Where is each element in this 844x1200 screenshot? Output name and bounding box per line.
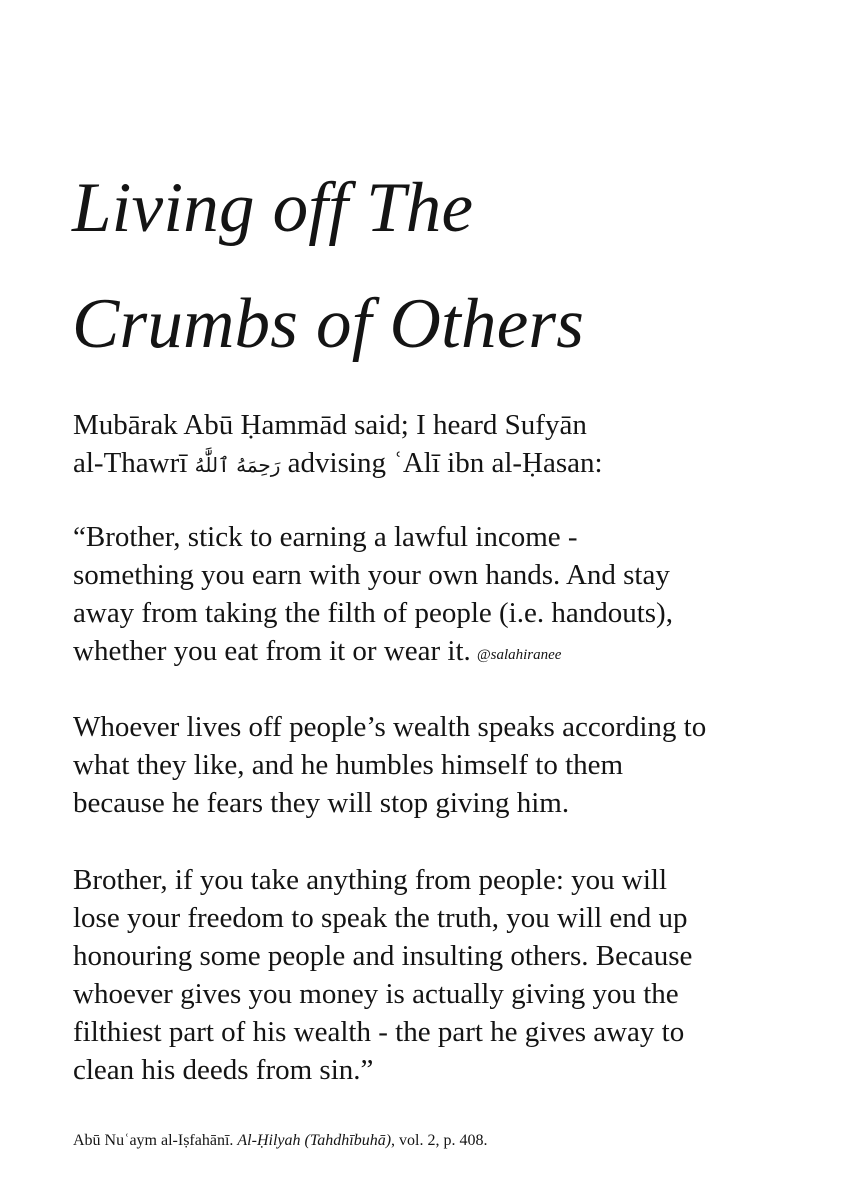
author-handle: @salahiranee xyxy=(476,647,562,663)
title-line-2: Crumbs of Others xyxy=(72,285,585,363)
quote-paragraph-3 xyxy=(73,861,793,1089)
quote-p1-line-4 xyxy=(73,632,793,674)
quote-p1-line-1: “Brother, stick to earning a lawful income - xyxy=(73,521,578,553)
arabic-honorific: رَحِمَهُ ٱللَّٰهُ xyxy=(194,453,281,477)
quote-paragraph-2 xyxy=(73,708,793,822)
quote-p1-line-3: away from taking the filth of people (i.e. handouts), xyxy=(73,597,673,629)
quote-p2-line-1: Whoever lives off people’s wealth speaks according to xyxy=(73,711,707,743)
intro-line-1: Mubārak Abū Ḥammād said; I heard Sufyān xyxy=(73,409,587,441)
intro-narrator: al-Thawrī xyxy=(73,447,188,479)
quote-paragraph-1 xyxy=(73,518,793,674)
quote-p1-line-4-text: whether you eat from it or wear it. xyxy=(73,635,471,667)
quote-p3-line-5: filthiest part of his wealth - the part he gives away to xyxy=(73,1016,685,1048)
quote-p3-line-1: Brother, if you take anything from people: you will xyxy=(73,864,668,896)
quote-p1-line-2: something you earn with your own hands. And stay xyxy=(73,559,670,591)
page-title xyxy=(72,150,812,382)
intro-paragraph xyxy=(73,406,793,484)
quote-p3-line-4: whoever gives you money is actually giving you the xyxy=(73,978,679,1010)
quote-p3-line-2: lose your freedom to speak the truth, you will end up xyxy=(73,902,688,934)
quote-p3-line-6: clean his deeds from sin.” xyxy=(73,1054,374,1086)
intro-advising: advising ʿAlī ibn al-Ḥasan: xyxy=(287,447,603,479)
citation-work: Al-Ḥilyah (Tahdhībuhā) xyxy=(237,1132,392,1149)
title-line-1: Living off The xyxy=(72,169,474,247)
citation-details: , vol. 2, p. 408. xyxy=(391,1132,488,1149)
source-citation xyxy=(73,1130,793,1152)
quote-p2-line-2: what they like, and he humbles himself to them xyxy=(73,749,624,781)
intro-line-2 xyxy=(73,444,793,484)
quote-p3-line-3: honouring some people and insulting others. Because xyxy=(73,940,693,972)
quote-p2-line-3: because he fears they will stop giving him. xyxy=(73,787,570,819)
citation-author: Abū Nuʿaym al-Iṣfahānī. xyxy=(73,1132,234,1149)
